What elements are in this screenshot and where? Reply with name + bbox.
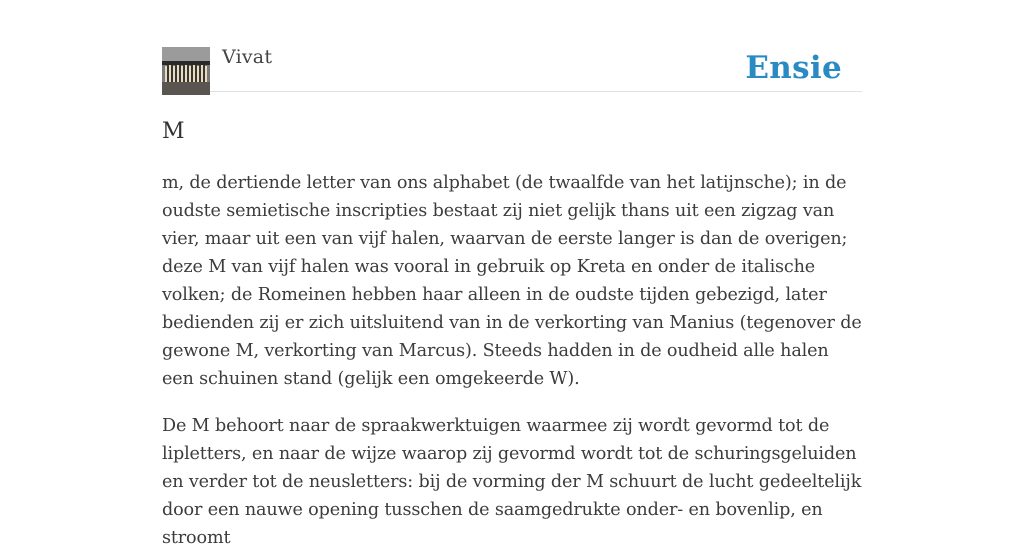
- source-avatar[interactable]: [162, 47, 210, 95]
- bookshelf-avatar-icon: [162, 47, 210, 95]
- article-body: [162, 169, 862, 552]
- article-header: [162, 0, 862, 92]
- article-column: [162, 0, 862, 552]
- article-paragraph: De M behoort naar de spraakwerktuigen waarmee zij wordt gevormd tot de lipletters, en naar de wijze waarop zij gevormd wordt tot de schuringsgeluiden en verder tot de neusletters: bij de vorming der M schuurt de lucht gedeeltelijk door een nauwe opening tusschen de saamgedrukte onder- en bovenlip, en stroomt: [162, 416, 862, 548]
- brand-logo[interactable]: Ensie: [745, 50, 842, 86]
- article-paragraph: m, de dertiende letter van ons alphabet (de twaalfde van het latijnsche); in de oudste semietische inscripties bestaat zij niet gelijk thans uit een zigzag van vier, maar uit een van vijf halen, waarvan de eerste langer is dan de overigen; deze M van vijf halen was vooral in gebruik op Kreta en onder de italische volken; de Romeinen hebben haar alleen in de oudste tijden gebezigd, later bedienden zij er zich uitsluitend van in de verkorting van Manius (tegenover de gewone M, verkorting van Marcus). Steeds hadden in de oudheid alle halen een schuinen stand (gelijk een omgekeerde W).: [162, 173, 862, 389]
- article-title: M: [162, 119, 185, 144]
- source-name[interactable]: Vivat: [222, 46, 273, 68]
